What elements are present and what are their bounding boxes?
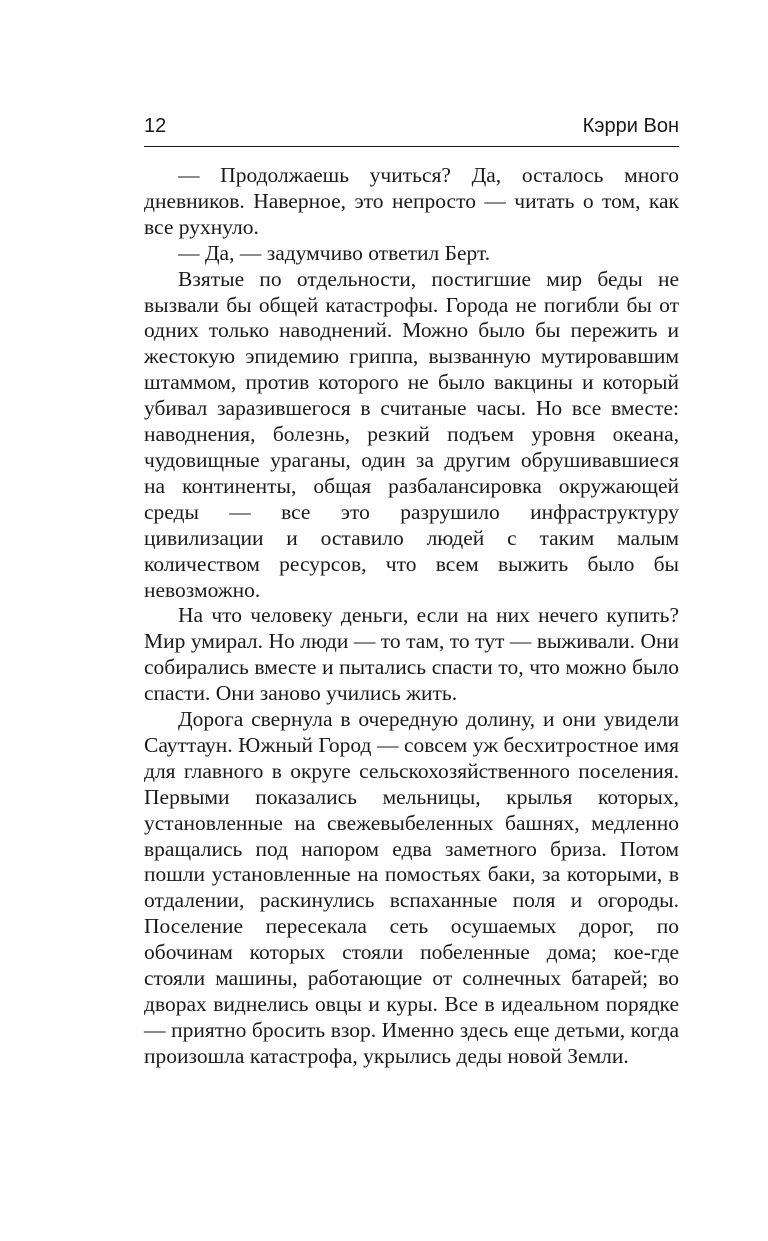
book-page xyxy=(144,112,679,1070)
paragraph: — Да, — задумчиво ответил Берт. xyxy=(178,240,491,265)
author-name: Кэрри Вон xyxy=(582,115,679,137)
paragraph: На что человеку деньги, если на них нечего купить? Мир умирал. Но люди — то там, то тут — выживали. Они собирались вместе и пытались спасти то, что можно было спасти. Они заново учились жить. xyxy=(144,603,679,706)
running-header xyxy=(144,112,679,147)
paragraph: Дорога свернула в очередную долину, и они увидели Сауттаун. Южный Город — совсем уж бесхитростное имя для главного в округе сельскохозяйственного поселения. Первыми показались мельницы, крылья которых, установленные на свежевыбеленных башнях, медленно вращались под напором едва заметного бриза. Потом пошли установленные на помостьях баки, за которыми, в отдалении, раскинулись вспаханные поля и огороды. Поселение пересекала сеть осушаемых дорог, по обочинам которых стояли побеленные дома; кое-где стояли машины, работающие от солнечных батарей; во дворах виднелись овцы и куры. Все в идеальном порядке — приятно бросить взор. Именно здесь еще детьми, когда произошла катастрофа, укрылись деды новой Земли. xyxy=(144,707,679,1068)
paragraph: Взятые по отдельности, постигшие мир беды не вызвали бы общей катастрофы. Города не погибли бы от одних только наводнений. Можно было бы пережить и жестокую эпидемию гриппа, вызванную мутировавшим штаммом, против которого не было вакцины и который убивал заразившегося в считаные часы. Но все вместе: наводнения, болезнь, резкий подъем уровня океана, чудовищные ураганы, один за другим обрушивавшиеся на континенты, общая разбалансировка окружающей среды — все это разрушило инфраструктуру цивилизации и оставило людей с таким малым количеством ресурсов, что всем выжить было бы невозможно. xyxy=(144,266,679,602)
paragraph: — Продолжаешь учиться? Да, осталось много дневников. Наверное, это непросто — читать о том, как все рухнуло. xyxy=(144,163,679,239)
page-number: 12 xyxy=(144,115,167,137)
body-text xyxy=(144,163,679,1070)
